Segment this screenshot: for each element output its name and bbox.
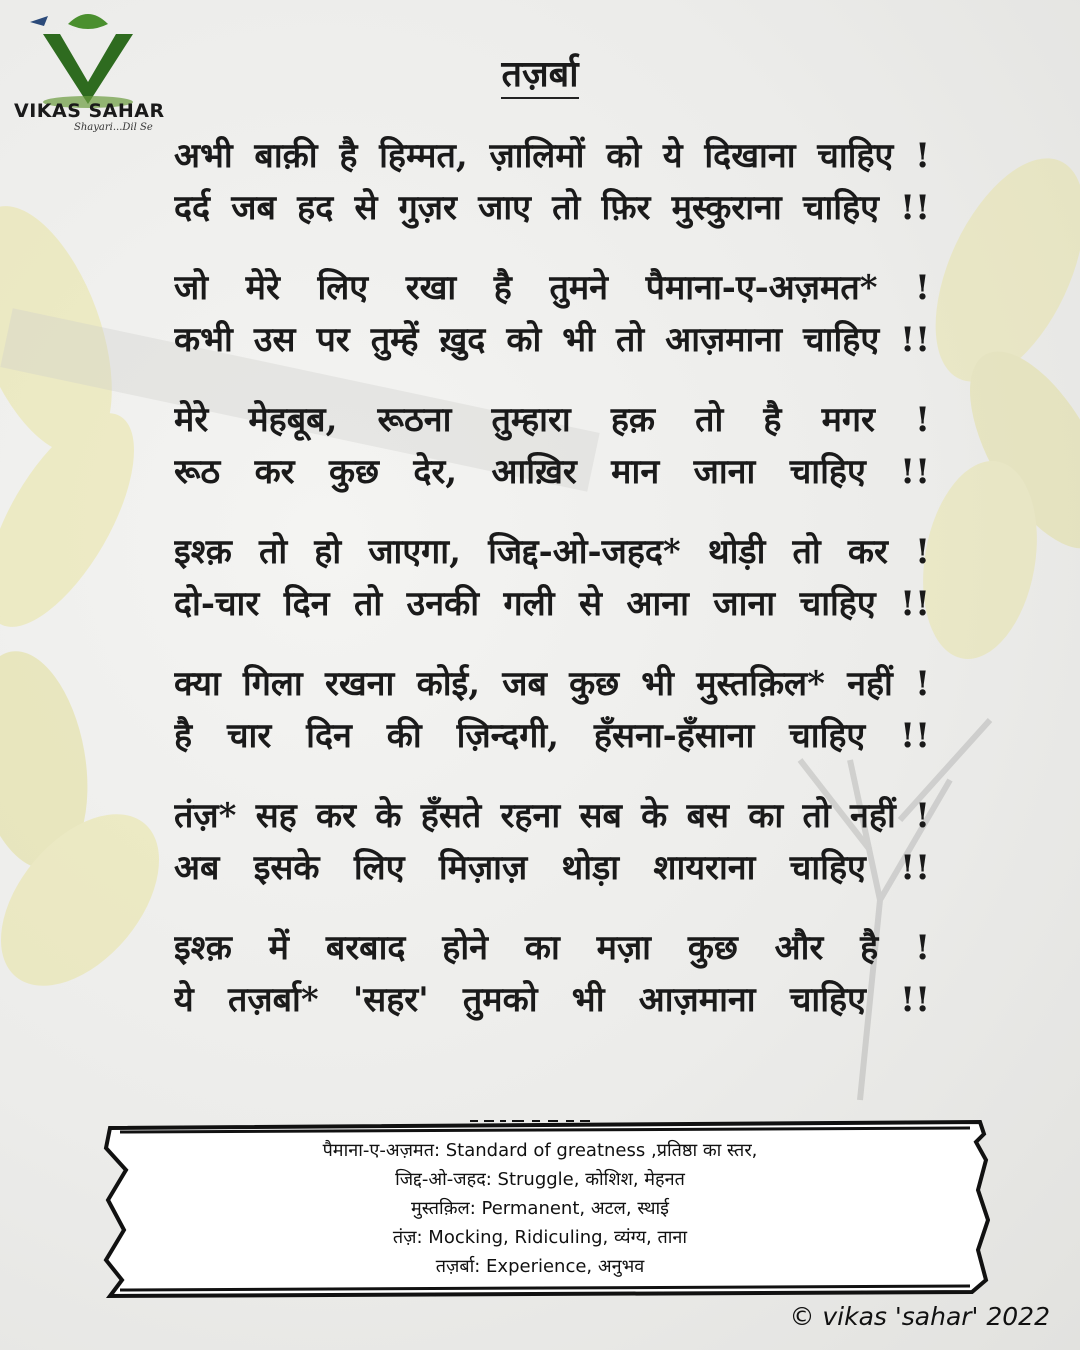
stanza — [174, 130, 930, 234]
glossary-item: तज़र्बा: Experience, अनुभव — [435, 1256, 645, 1277]
glossary-item: तंज़: Mocking, Ridiculing, व्यंग्य, ताना — [392, 1227, 688, 1248]
glossary-item: जिद्द-ओ-जहद: Struggle, कोशिश, मेहनत — [395, 1169, 685, 1190]
poem-line: है चार दिन की ज़िन्दगी, हँसना-हँसाना चाहिए !! — [174, 716, 930, 756]
stanza — [174, 790, 930, 894]
poem-line: इश्क़ तो हो जाएगा, जिद्द-ओ-जहद* थोड़ी तो कर ! — [174, 532, 930, 572]
poem-line: दर्द जब हद से गुज़र जाए तो फ़िर मुस्कुराना चाहिए !! — [174, 188, 930, 228]
poem-line: रूठ कर कुछ देर, आख़िर मान जाना चाहिए !! — [174, 452, 930, 492]
poem-line: मेरे मेहबूब, रूठना तुम्हारा हक़ तो है मगर ! — [174, 400, 930, 440]
poem-body — [174, 130, 930, 1054]
stanza — [174, 262, 930, 366]
stanza — [174, 526, 930, 630]
poem-line: ये तज़र्बा* 'सहर' तुमको भी आज़माना चाहिए !! — [174, 980, 930, 1020]
poem-line: जो मेरे लिए रखा है तुमने पैमाना-ए-अज़मत* ! — [174, 268, 930, 308]
poem-line: अभी बाक़ी है हिम्मत, ज़ालिमों को ये दिखाना चाहिए ! — [174, 136, 930, 176]
stanza — [174, 394, 930, 498]
poem-line: अब इसके लिए मिज़ाज़ थोड़ा शायराना चाहिए !! — [174, 848, 930, 888]
logo-tagline: Shayari...Dil Se — [74, 122, 153, 133]
flower-left-icon — [0, 187, 190, 1015]
poem-line: क्या गिला रखना कोई, जब कुछ भी मुस्तक़िल* नहीं ! — [174, 664, 930, 704]
glossary — [160, 1136, 920, 1281]
poem-line: कभी उस पर तुम्हें ख़ुद को भी तो आज़माना चाहिए !! — [174, 320, 930, 360]
poem-line: दो-चार दिन तो उनकी गली से आना जाना चाहिए !! — [174, 584, 930, 624]
copyright-text: © vikas 'sahar' 2022 — [789, 1302, 1050, 1331]
logo-text: VIKAS SAHAR — [14, 100, 165, 122]
poem-title: तज़र्बा — [0, 48, 1080, 97]
glossary-item: मुस्तक़िल: Permanent, अटल, स्थाई — [411, 1198, 669, 1219]
flower-right-icon — [905, 136, 1080, 668]
glossary-item: पैमाना-ए-अज़मत: Standard of greatness ,प्रतिष्ठा का स्तर, — [322, 1140, 758, 1161]
poem-line: इश्क़ में बरबाद होने का मज़ा कुछ और है ! — [174, 928, 930, 968]
stanza — [174, 658, 930, 762]
stanza — [174, 922, 930, 1026]
poem-line: तंज़* सह कर के हँसते रहना सब के बस का तो नहीं ! — [174, 796, 930, 836]
